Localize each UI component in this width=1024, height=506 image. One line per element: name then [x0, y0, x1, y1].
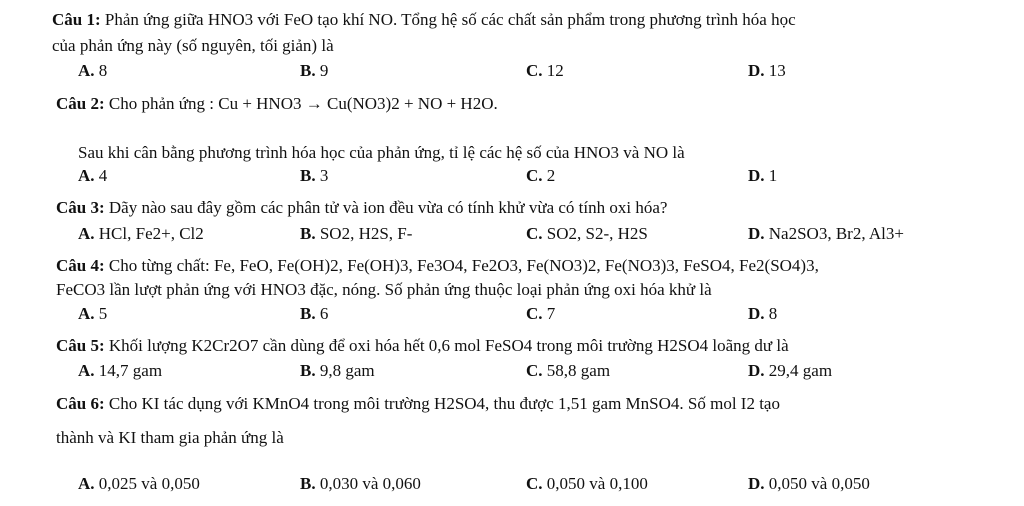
- option-d: D. 1: [748, 166, 778, 185]
- question-6-line-1: [56, 394, 780, 414]
- option-d: D. 8: [748, 304, 778, 323]
- option-a: A. 0,025 và 0,050: [78, 474, 200, 493]
- option-a: A. 14,7 gam: [78, 361, 163, 380]
- question-label: Câu 5:: [56, 336, 105, 355]
- option-c: C. SO2, S2-, H2S: [526, 224, 648, 243]
- question-label: Câu 4:: [56, 256, 105, 275]
- question-label: Câu 2:: [56, 94, 105, 113]
- question-1-line-2: của phản ứng này (số nguyên, tối giản) là: [52, 36, 334, 55]
- question-3-line-1: [56, 198, 667, 218]
- question-2-line-2: Sau khi cân bằng phương trình hóa học của phản ứng, tỉ lệ các hệ số của HNO3 và NO là: [78, 143, 685, 162]
- option-d: D. 0,050 và 0,050: [748, 474, 870, 493]
- question-text: Dãy nào sau đây gồm các phân tử và ion đều vừa có tính khử vừa có tính oxi hóa?: [108, 198, 668, 217]
- option-b: B. 9: [300, 61, 329, 80]
- option-a: A. 5: [78, 304, 108, 323]
- option-a: A. 8: [78, 61, 108, 80]
- option-c: C. 2: [526, 166, 556, 185]
- option-a: A. HCl, Fe2+, Cl2: [78, 224, 204, 243]
- question-text: Cho từng chất: Fe, FeO, Fe(OH)2, Fe(OH)3, Fe3O4, Fe2O3, Fe(NO3)2, Fe(NO3)3, FeSO4, Fe2(SO4)3,: [108, 256, 819, 275]
- question-text: Phản ứng giữa HNO3 với FeO tạo khí NO. Tổng hệ số các chất sản phẩm trong phương trình hóa học: [104, 10, 796, 29]
- question-text: Cho KI tác dụng với KMnO4 trong môi trường H2SO4, thu được 1,51 gam MnSO4. Số mol I2 tạo: [108, 394, 780, 413]
- question-label: Câu 1:: [52, 10, 101, 29]
- question-text: Khối lượng K2Cr2O7 cần dùng để oxi hóa hết 0,6 mol FeSO4 trong môi trường H2SO4 loãng dư là: [108, 336, 789, 355]
- option-b: B. 6: [300, 304, 329, 323]
- option-a: A. 4: [78, 166, 108, 185]
- option-b: B. 3: [300, 166, 329, 185]
- option-b: B. 0,030 và 0,060: [300, 474, 421, 493]
- question-text: Cho phản ứng : Cu + HNO3 → Cu(NO3)2 + NO + H2O.: [108, 94, 498, 113]
- question-4-line-1: [56, 256, 819, 276]
- question-6-line-2: thành và KI tham gia phản ứng là: [56, 428, 284, 447]
- question-2-line-1: [56, 94, 498, 114]
- question-4-line-2: FeCO3 lần lượt phản ứng với HNO3 đặc, nóng. Số phản ứng thuộc loại phản ứng oxi hóa khử là: [56, 280, 712, 299]
- option-b: B. 9,8 gam: [300, 361, 375, 380]
- option-c: C. 12: [526, 61, 564, 80]
- option-d: D. Na2SO3, Br2, Al3+: [748, 224, 904, 243]
- question-1-line-1: [52, 10, 796, 30]
- question-label: Câu 3:: [56, 198, 105, 217]
- option-c: C. 7: [526, 304, 556, 323]
- option-d: D. 29,4 gam: [748, 361, 833, 380]
- option-d: D. 13: [748, 61, 786, 80]
- option-c: C. 0,050 và 0,100: [526, 474, 648, 493]
- option-b: B. SO2, H2S, F-: [300, 224, 413, 243]
- question-5-line-1: [56, 336, 789, 356]
- question-label: Câu 6:: [56, 394, 105, 413]
- option-c: C. 58,8 gam: [526, 361, 611, 380]
